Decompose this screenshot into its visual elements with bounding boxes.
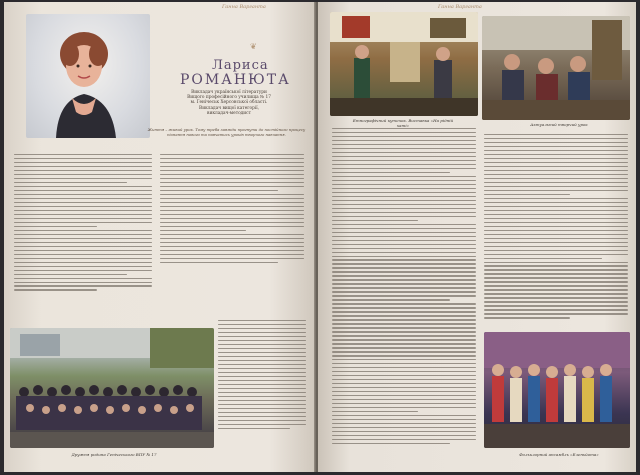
profile-motto: Життя – живий урок. Тому треба завжди прагнути до постійного процесу пізнання нового та навчатись уроків творчого навчання. <box>147 127 306 137</box>
bio-line: Викладач української літератури <box>191 90 267 95</box>
article-text-column <box>218 320 306 432</box>
bio-line: викладач-методист <box>207 110 251 116</box>
bio-line: Вищого професійного училища № 17 <box>187 95 271 101</box>
group-photo-caption: Дружня родина Генічеського ВПУ № 17 <box>71 452 157 457</box>
ethnographic-illustration <box>330 12 478 116</box>
article-text-column <box>160 154 304 266</box>
portrait-photo <box>26 14 150 138</box>
ornament-icon: ❦ <box>250 42 257 51</box>
lesson-illustration <box>482 16 630 120</box>
magazine-spread <box>4 2 636 472</box>
profile-last-name: РОМАНЮТА <box>180 72 291 88</box>
group-photo <box>10 328 214 448</box>
portrait-illustration <box>26 14 150 138</box>
article-text-column <box>484 134 628 321</box>
header-author: Ганна Варганта <box>438 4 482 10</box>
bio-line: м. Генічеськ Херсонської області. <box>190 100 268 106</box>
profile-bio <box>154 90 304 116</box>
bio-line: Викладач вищої категорії, <box>199 105 259 111</box>
right-page <box>318 2 636 472</box>
lesson-photo <box>482 16 630 120</box>
article-text-column <box>332 128 476 447</box>
ethnographic-caption: Етнографічний куточок. Виставка «На рідній хаті» <box>352 118 454 128</box>
ethnographic-corner-photo <box>330 12 478 116</box>
left-page <box>4 2 316 472</box>
article-text-column <box>14 154 152 293</box>
folk-ensemble-caption: Фольклорний ансамбль «Еленьйота» <box>519 452 599 457</box>
profile-first-name: Лариса <box>212 58 269 73</box>
group-photo-illustration <box>10 328 214 448</box>
folk-ensemble-illustration <box>484 332 630 448</box>
lesson-caption: Актуальний творчий урок <box>530 122 588 127</box>
folk-ensemble-photo <box>484 332 630 448</box>
header-author: Ганна Варганта <box>222 4 266 10</box>
